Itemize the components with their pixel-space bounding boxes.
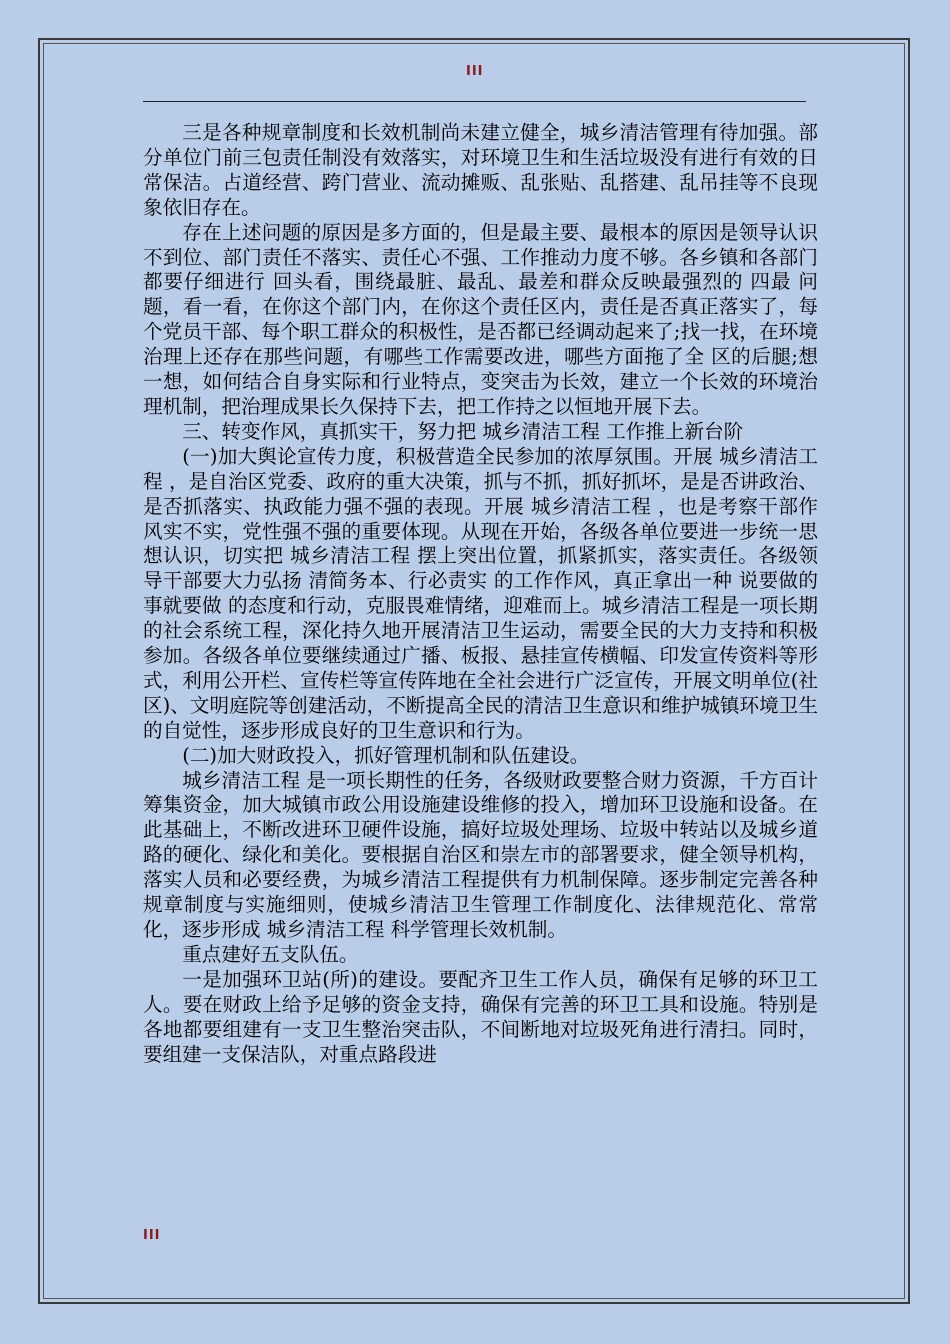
header-mark: III <box>466 64 484 79</box>
paragraph-causes: 存在上述问题的原因是多方面的，但是最主要、最根本的原因是领导认识不到位、部门责任不落实、责任心不强、工作推动力度不够。各乡镇和各部门都要仔细进行 回头看，围绕最脏、最乱、最差和群众反映最强烈的 四最 问题，看一看，在你这个部门内，在你这个责任区内，责任是否真正落实了，每个党员干部、每个职工群众的积极性，是否都已经调动起来了;找一找，在环境治理上还存在那些问题，有哪些工作需要改进，哪些方面拖了全 区的后腿;想一想，如何结合自身实际和行业特点，变突击为长效，建立一个长效的环境治理机制，把治理成果长久保持下去，把工作持之以恒地开展下去。 <box>143 220 818 418</box>
paragraph-problems-3: 三是各种规章制度和长效机制尚未建立健全，城乡清洁管理有待加强。部分单位门前三包责任制没有效落实，对环境卫生和生活垃圾没有进行有效的日常保洁。占道经营、跨门营业、流动摊贩、乱张贴、乱搭建、乱吊挂等不良现象依旧存在。 <box>143 121 818 219</box>
paragraph-publicity: (一)加大舆论宣传力度，积极营造全民参加的浓厚氛围。开展 城乡清洁工程 ，是自治区党委、政府的重大决策，抓与不抓，抓好抓坏，是是否讲政治、是否抓落实、执政能力强不强的表现。开展 城乡清洁工程 ，也是考察干部作风实不实，党性强不强的重要体现。从现在开始，各级各单位要进一步统一思想认识，切实把 城乡清洁工程 摆上突出位置，抓紧抓实，落实责任。各级领导干部要大力弘扬 清简务本、行必责实 的工作作风，真正拿出一种 说要做的事就要做 的态度和行动，克服畏难情绪，迎难而上。城乡清洁工程是一项长期的社会系统工程，深化持久地开展清洁卫生运动，需要全民的大力支持和积极参加。各级各单位要继续通过广播、板报、悬挂宣传横幅、印发宣传资料等形式，利用公开栏、宣传栏等宣传阵地在全社会进行广泛宣传，开展文明单位(社区)、文明庭院等创建活动，不断提高全民的清洁卫生意识和维护城镇环境卫生的自觉性，逐步形成良好的卫生意识和行为。 <box>143 444 818 742</box>
paragraph-finance: 城乡清洁工程 是一项长期性的任务，各级财政要整合财力资源，千方百计筹集资金，加大城镇市政公用设施建设维修的投入，增加环卫设施和设备。在此基础上，不断改进环卫硬件设施，搞好垃圾处理场、垃圾中转站以及城乡道路的硬化、绿化和美化。要根据自治区和崇左市的部署要求，健全领导机构，落实人员和必要经费，为城乡清洁工程提供有力机制保障。逐步制定完善各种规章制度与实施细则，使城乡清洁卫生管理工作制度化、法律规范化、常常化，逐步形成 城乡清洁工程 科学管理长效机制。 <box>143 768 818 941</box>
paragraph-sanitation-station: 一是加强环卫站(所)的建设。要配齐卫生工作人员，确保有足够的环卫工人。要在财政上给予足够的资金支持，确保有完善的环卫工具和设施。特别是各地都要组建有一支卫生整治突击队，不间断地对垃圾死角进行清扫。同时，要组建一支保洁队，对重点路段进 <box>143 967 818 1066</box>
subheading-five-teams: 重点建好五支队伍。 <box>182 942 359 966</box>
section-heading-3: 三、转变作风，真抓实干，努力把 城乡清洁工程 工作推上新台阶 <box>182 419 744 443</box>
footer-mark: III <box>143 1228 161 1243</box>
document-body <box>143 121 818 1221</box>
header-rule <box>143 101 806 102</box>
subheading-finance: (二)加大财政投入，抓好管理机制和队伍建设。 <box>182 743 590 767</box>
